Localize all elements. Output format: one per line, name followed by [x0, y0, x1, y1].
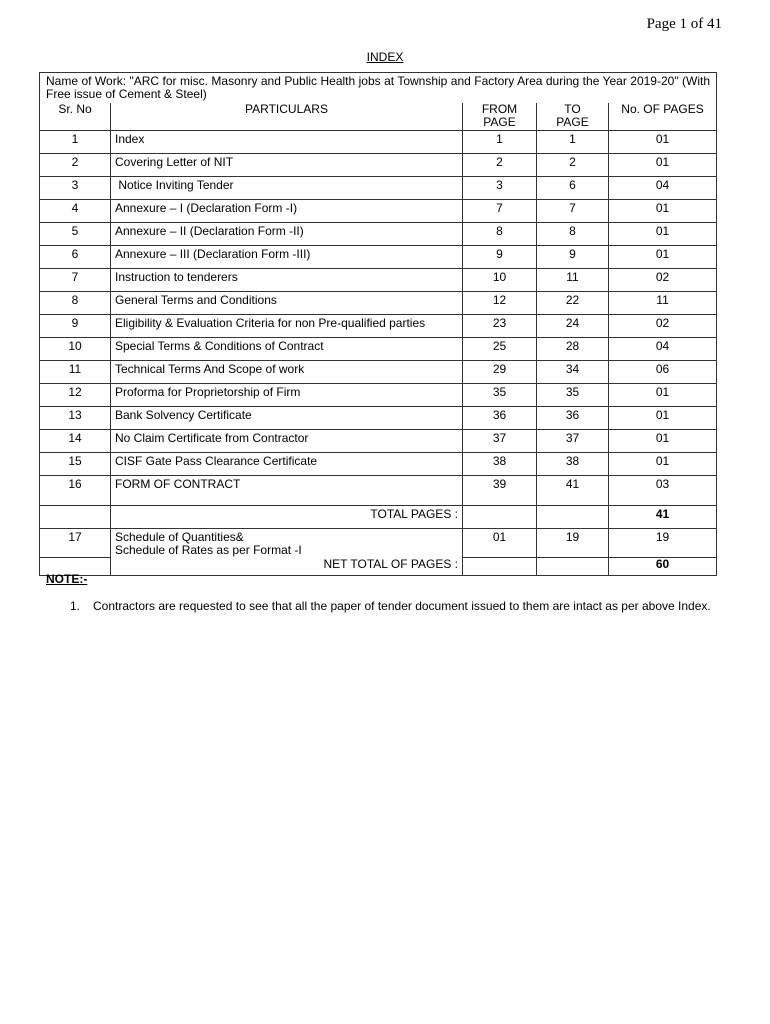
note-list	[70, 600, 725, 613]
row-from-page: 37	[463, 430, 537, 453]
row-no-of-pages: 01	[609, 430, 717, 453]
row-srno: 15	[40, 453, 111, 476]
row-from-page: 9	[463, 246, 537, 269]
row-srno: 16	[40, 476, 111, 506]
row-no-of-pages: 01	[609, 131, 717, 154]
row-to-page: 8	[537, 223, 609, 246]
row-srno: 5	[40, 223, 111, 246]
row-srno: 3	[40, 177, 111, 200]
table-row	[40, 177, 717, 200]
net-total-value: 60	[609, 558, 717, 576]
row-srno: 14	[40, 430, 111, 453]
table-row	[40, 476, 717, 506]
row-from-page: 35	[463, 384, 537, 407]
row-from-page: 3	[463, 177, 537, 200]
row-no-of-pages: 19	[609, 529, 717, 558]
row-from-page: 01	[463, 529, 537, 558]
row-to-page: 19	[537, 529, 609, 558]
total-label: TOTAL PAGES :	[111, 506, 463, 529]
row-to-page: 37	[537, 430, 609, 453]
row-from-page: 1	[463, 131, 537, 154]
total-empty-cell	[537, 506, 609, 529]
index-table	[39, 72, 717, 576]
row-particulars: Index	[111, 131, 463, 154]
row-to-page: 11	[537, 269, 609, 292]
row-no-of-pages: 02	[609, 269, 717, 292]
row-from-page: 23	[463, 315, 537, 338]
row-no-of-pages: 01	[609, 246, 717, 269]
row-srno: 2	[40, 154, 111, 177]
row-no-of-pages: 01	[609, 407, 717, 430]
row-to-page: 7	[537, 200, 609, 223]
work-name: Name of Work: "ARC for misc. Masonry and Public Health jobs at Township and Factory Area during the Year 2019-20" (With Free issue of Cement & Steel)	[40, 73, 717, 104]
row-no-of-pages: 11	[609, 292, 717, 315]
net-total-empty-cell	[463, 558, 537, 576]
row-from-page: 29	[463, 361, 537, 384]
row-particulars: Notice Inviting Tender	[111, 177, 463, 200]
row-no-of-pages: 04	[609, 177, 717, 200]
row-particulars: No Claim Certificate from Contractor	[111, 430, 463, 453]
note-item	[70, 600, 725, 613]
row-no-of-pages: 01	[609, 223, 717, 246]
header-particulars: PARTICULARS	[111, 103, 463, 131]
row-no-of-pages: 01	[609, 154, 717, 177]
row-no-of-pages: 04	[609, 338, 717, 361]
row-no-of-pages: 01	[609, 384, 717, 407]
table-row	[40, 407, 717, 430]
row-particulars: Proforma for Proprietorship of Firm	[111, 384, 463, 407]
table-row	[40, 246, 717, 269]
row-srno: 8	[40, 292, 111, 315]
total-value: 41	[609, 506, 717, 529]
header-no-of-pages: No. OF PAGES	[609, 103, 717, 131]
table-row	[40, 315, 717, 338]
header-to-page: TO PAGE	[537, 103, 609, 131]
net-total-row	[40, 558, 717, 576]
total-row	[40, 506, 717, 529]
note-text: Contractors are requested to see that all the paper of tender document issued to them are intact as per above Index.	[93, 599, 711, 613]
row-no-of-pages: 03	[609, 476, 717, 506]
row-from-page: 8	[463, 223, 537, 246]
net-total-empty-cell	[537, 558, 609, 576]
table-row	[40, 430, 717, 453]
table-row	[40, 131, 717, 154]
row-to-page: 28	[537, 338, 609, 361]
row-srno: 1	[40, 131, 111, 154]
row-srno: 7	[40, 269, 111, 292]
row-particulars: Annexure – III (Declaration Form -III)	[111, 246, 463, 269]
row-from-page: 25	[463, 338, 537, 361]
row-no-of-pages: 01	[609, 200, 717, 223]
row-to-page: 41	[537, 476, 609, 506]
row-particulars: Special Terms & Conditions of Contract	[111, 338, 463, 361]
row-particulars: Covering Letter of NIT	[111, 154, 463, 177]
row-srno: 10	[40, 338, 111, 361]
note-number: 1.	[70, 599, 81, 613]
table-row	[40, 269, 717, 292]
row-particulars: FORM OF CONTRACT	[111, 476, 463, 506]
table-row	[40, 292, 717, 315]
table-row	[40, 453, 717, 476]
header-from-page: FROM PAGE	[463, 103, 537, 131]
row-to-page: 1	[537, 131, 609, 154]
table-row	[40, 223, 717, 246]
table-row	[40, 338, 717, 361]
row-no-of-pages: 01	[609, 453, 717, 476]
row-srno: 6	[40, 246, 111, 269]
table-row	[40, 361, 717, 384]
row-to-page: 9	[537, 246, 609, 269]
page-title: INDEX	[366, 50, 404, 64]
row-particulars: Bank Solvency Certificate	[111, 407, 463, 430]
row-particulars: General Terms and Conditions	[111, 292, 463, 315]
row-srno: 4	[40, 200, 111, 223]
row-srno: 17	[40, 529, 111, 558]
row-particulars: Technical Terms And Scope of work	[111, 361, 463, 384]
row-to-page: 6	[537, 177, 609, 200]
row-from-page: 38	[463, 453, 537, 476]
row-particulars: Eligibility & Evaluation Criteria for non Pre-qualified parties	[111, 315, 463, 338]
net-total-label: NET TOTAL OF PAGES :	[111, 558, 463, 576]
header-row	[40, 103, 717, 131]
row-to-page: 35	[537, 384, 609, 407]
table-row	[40, 200, 717, 223]
row-from-page: 2	[463, 154, 537, 177]
row-no-of-pages: 06	[609, 361, 717, 384]
row-from-page: 36	[463, 407, 537, 430]
row-from-page: 7	[463, 200, 537, 223]
row-particulars: Schedule of Quantities& Schedule of Rates as per Format -I	[111, 529, 463, 558]
row-to-page: 24	[537, 315, 609, 338]
header-srno: Sr. No	[40, 103, 111, 131]
table-row	[40, 154, 717, 177]
table-row	[40, 384, 717, 407]
row-particulars: Instruction to tenderers	[111, 269, 463, 292]
row-from-page: 12	[463, 292, 537, 315]
page-number: Page 1 of 41	[646, 16, 722, 32]
row-srno: 11	[40, 361, 111, 384]
row-particulars: Annexure – II (Declaration Form -II)	[111, 223, 463, 246]
note-heading: NOTE:-	[46, 572, 88, 586]
work-name-row	[40, 73, 717, 104]
row-no-of-pages: 02	[609, 315, 717, 338]
row-srno: 9	[40, 315, 111, 338]
total-empty-cell	[40, 506, 111, 529]
row-from-page: 39	[463, 476, 537, 506]
row-to-page: 38	[537, 453, 609, 476]
row-particulars: CISF Gate Pass Clearance Certificate	[111, 453, 463, 476]
total-empty-cell	[463, 506, 537, 529]
row-particulars: Annexure – I (Declaration Form -I)	[111, 200, 463, 223]
row-to-page: 36	[537, 407, 609, 430]
row-from-page: 10	[463, 269, 537, 292]
row-to-page: 22	[537, 292, 609, 315]
row-to-page: 2	[537, 154, 609, 177]
row-to-page: 34	[537, 361, 609, 384]
table-row	[40, 529, 717, 558]
row-srno: 12	[40, 384, 111, 407]
row-srno: 13	[40, 407, 111, 430]
